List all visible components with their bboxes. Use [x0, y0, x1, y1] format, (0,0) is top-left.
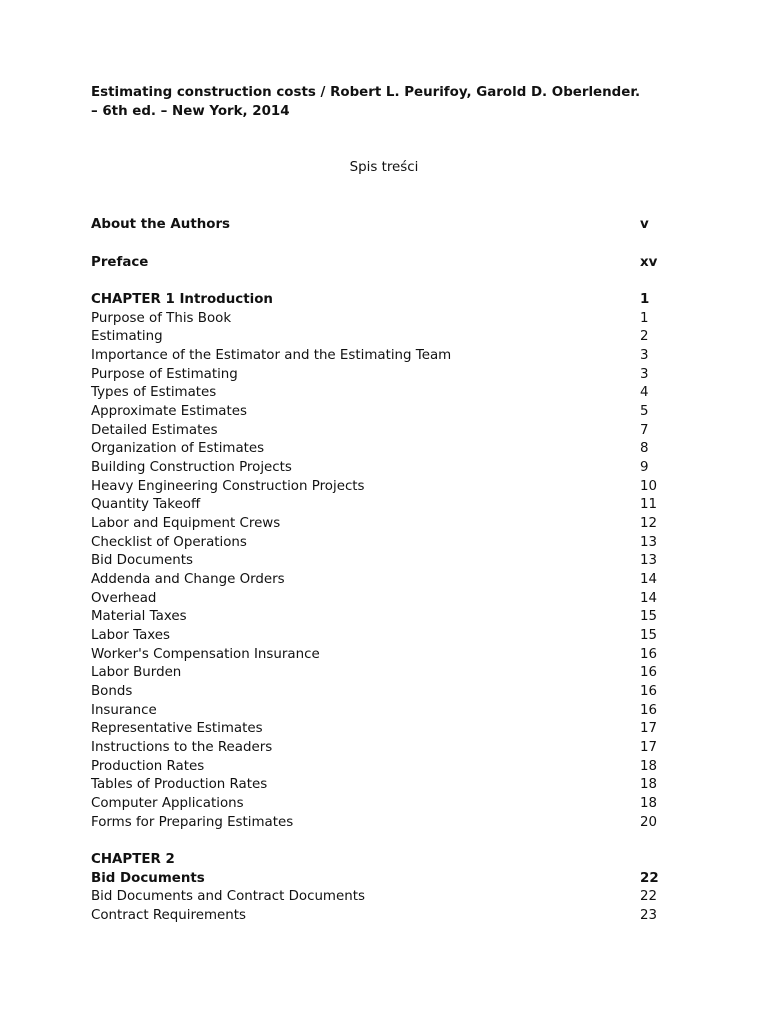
toc-entry-page: xv — [640, 255, 658, 270]
toc-entry — [91, 551, 671, 570]
toc-entry-page: 2 — [640, 329, 649, 344]
toc-entry-page: 22 — [640, 871, 659, 886]
toc-entry-label: Material Taxes — [91, 609, 187, 624]
toc-entry-label: Bid Documents and Contract Documents — [91, 889, 365, 904]
toc-entry-label: Checklist of Operations — [91, 535, 247, 550]
toc-entry — [91, 495, 671, 514]
toc-entry — [91, 533, 671, 552]
toc-entry — [91, 402, 671, 421]
toc-entry-label: Bonds — [91, 684, 133, 699]
toc-entry-page: 18 — [640, 759, 658, 774]
toc-entry — [91, 645, 671, 664]
toc-entry-label: Approximate Estimates — [91, 404, 247, 419]
toc-entry-page: 8 — [640, 441, 649, 456]
toc-entry — [91, 607, 671, 626]
toc-entry-label: Addenda and Change Orders — [91, 572, 285, 587]
toc-entry — [91, 906, 671, 925]
toc-entry-page: 16 — [640, 665, 658, 680]
toc-entry-page: 9 — [640, 460, 649, 475]
toc-entry-page: 15 — [640, 609, 658, 624]
toc-entry-label: Quantity Takeoff — [91, 497, 201, 512]
toc-entry — [91, 309, 671, 328]
toc-entry-page: 23 — [640, 908, 658, 923]
toc-entry-label: Insurance — [91, 703, 157, 718]
toc-entry — [91, 813, 671, 832]
toc-entry — [91, 775, 671, 794]
toc-entry — [91, 626, 671, 645]
toc-entry-label: Organization of Estimates — [91, 441, 265, 456]
toc-entry-page: 1 — [640, 292, 650, 307]
toc-entry — [91, 682, 671, 701]
toc-entry — [91, 663, 671, 682]
toc-entry — [91, 738, 671, 757]
toc-entry-label: Importance of the Estimator and the Estimating Team — [91, 348, 452, 363]
toc-entry-page: 14 — [640, 572, 658, 587]
toc-entry — [91, 589, 671, 608]
toc-entry-page: 12 — [640, 516, 658, 531]
toc-entry-label: Labor and Equipment Crews — [91, 516, 281, 531]
toc-entry-page: v — [640, 217, 649, 232]
toc-entry-label: CHAPTER 2 — [91, 852, 175, 867]
toc-entry-page: 10 — [640, 479, 658, 494]
toc-entry-page: 13 — [640, 553, 658, 568]
toc-entry-label: Detailed Estimates — [91, 423, 218, 438]
toc-entry-page: 5 — [640, 404, 649, 419]
toc-entry-page: 13 — [640, 535, 658, 550]
toc-entry-page: 18 — [640, 777, 658, 792]
toc-entry-page: 15 — [640, 628, 658, 643]
toc-entry-label: Computer Applications — [91, 796, 244, 811]
toc-entry — [91, 215, 671, 234]
toc-entry-page: 17 — [640, 721, 658, 736]
toc-entry-label: Estimating — [91, 329, 163, 344]
toc-entry-label: Worker's Compensation Insurance — [91, 647, 320, 662]
toc-entry-label: Bid Documents — [91, 553, 194, 568]
toc-entry-page: 16 — [640, 647, 658, 662]
toc-entry-label: Purpose of Estimating — [91, 367, 238, 382]
citation-line-2: – 6th ed. – New York, 2014 — [91, 104, 290, 119]
toc-entry-label: Building Construction Projects — [91, 460, 292, 475]
toc-entry-label: Contract Requirements — [91, 908, 246, 923]
toc-entry — [91, 290, 671, 309]
toc-entry-page: 1 — [640, 311, 649, 326]
toc-entry-label: CHAPTER 1 Introduction — [91, 292, 273, 307]
toc-entry — [91, 514, 671, 533]
toc-entry — [91, 365, 671, 384]
toc-entry-page: 4 — [640, 385, 649, 400]
toc-entry-page: 16 — [640, 684, 658, 699]
toc-entry-label: Tables of Production Rates — [91, 777, 268, 792]
toc-entry-page: 18 — [640, 796, 658, 811]
toc-entry-label: About the Authors — [91, 217, 231, 232]
toc-entry — [91, 794, 671, 813]
toc-entry-page: 11 — [640, 497, 658, 512]
toc-entry-page: 7 — [640, 423, 649, 438]
toc-entry-label: Preface — [91, 255, 149, 270]
toc-entry-page: 20 — [640, 815, 658, 830]
toc-entry — [91, 383, 671, 402]
toc-entry-label: Representative Estimates — [91, 721, 263, 736]
toc-entry-label: Production Rates — [91, 759, 205, 774]
toc-entry-label: Overhead — [91, 591, 157, 606]
toc-entry-label: Labor Taxes — [91, 628, 171, 643]
toc-entry — [91, 327, 671, 346]
toc-entry-page: 22 — [640, 889, 658, 904]
toc-entry — [91, 439, 671, 458]
toc-entry-label: Forms for Preparing Estimates — [91, 815, 294, 830]
toc-entry-label: Bid Documents — [91, 871, 205, 886]
toc-entry-page: 3 — [640, 348, 649, 363]
toc-entry-label: Instructions to the Readers — [91, 740, 273, 755]
toc-entry — [91, 458, 671, 477]
toc-entry — [91, 869, 671, 888]
toc-entry — [91, 887, 671, 906]
citation-line-1: Estimating construction costs / Robert L. Peurifoy, Garold D. Oberlender. — [91, 85, 641, 100]
toc-entry — [91, 850, 671, 869]
toc-entry-page: 16 — [640, 703, 658, 718]
toc-entry-label: Types of Estimates — [91, 385, 217, 400]
toc-entry-page: 3 — [640, 367, 649, 382]
toc-entry — [91, 701, 671, 720]
toc-entry-page: 17 — [640, 740, 658, 755]
toc-entry — [91, 421, 671, 440]
toc-entry — [91, 346, 671, 365]
toc-entry — [91, 570, 671, 589]
toc-entry — [91, 477, 671, 496]
toc-entry-label: Purpose of This Book — [91, 311, 232, 326]
toc-entry — [91, 719, 671, 738]
toc-entry-page: 14 — [640, 591, 658, 606]
toc-entry-label: Heavy Engineering Construction Projects — [91, 479, 365, 494]
toc-title: Spis treści — [349, 160, 419, 175]
toc-entry — [91, 253, 671, 272]
toc-entry — [91, 757, 671, 776]
toc-entry-label: Labor Burden — [91, 665, 182, 680]
